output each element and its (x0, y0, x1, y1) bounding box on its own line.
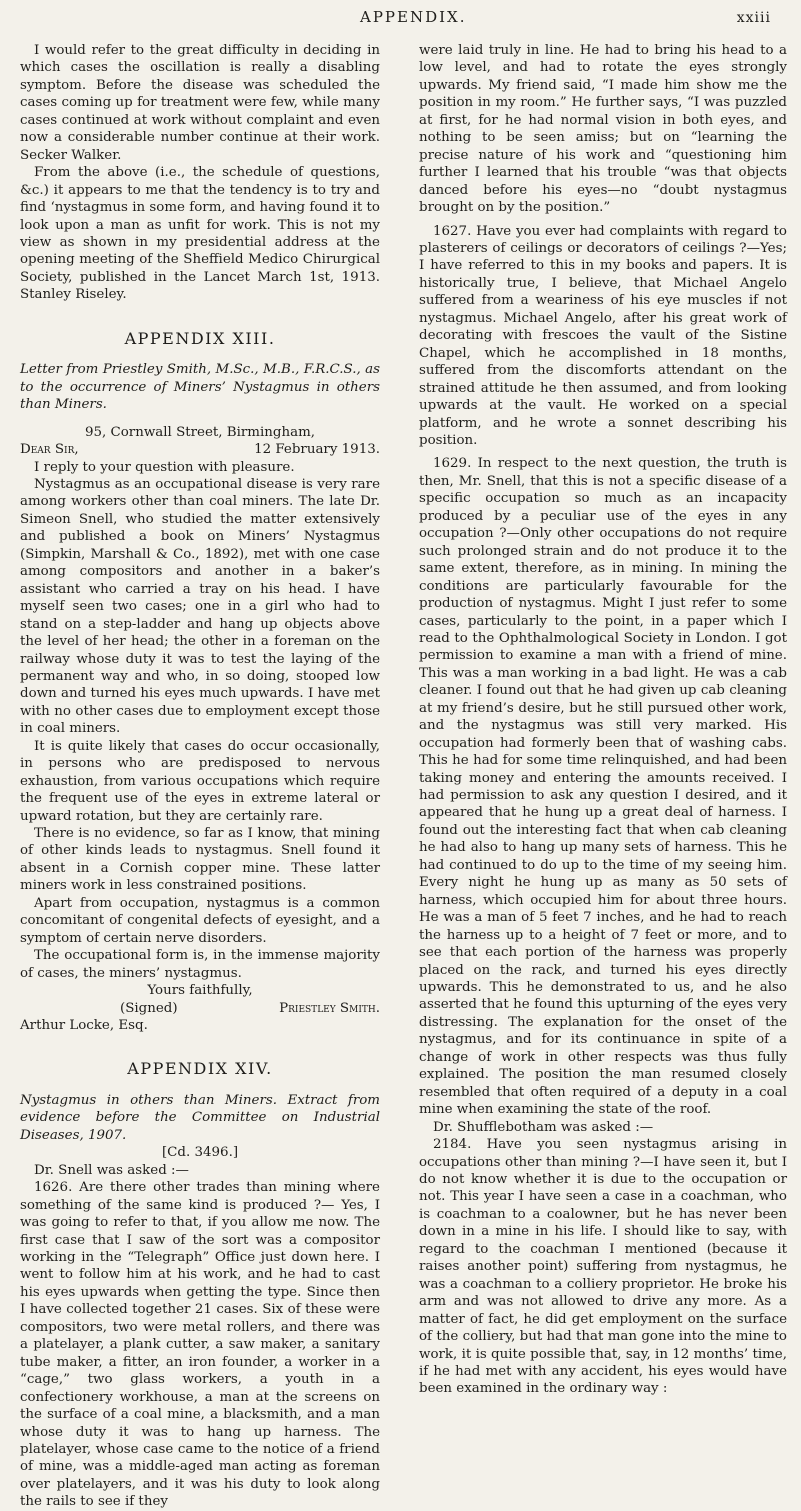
paragraph-2184: 2184. Have you seen nystagmus arising in occupations other than mining ?—I have seen it, but I do not know whether it is due to the occupation or not. This year I have seen a case in a coachman, who is coachman to a coalowner, but he has never been down in a mine in his life. I should like to say, with regard to the coachman I mentioned (because it raises another point) suffering from nystagmus, he was a coachman to a colliery proprietor. He broke his arm and was not allowed to drive any more. As a matter of fact, he did get employment on the surface of the colliery, but had that man gone into the mine to work, it is quite possible that, say, in 12 months’ time, if he had met with any accident, his eyes would have been examined in the ordinary way : (419, 1137, 787, 1397)
letter-closing: Yours faithfully, (147, 983, 253, 999)
left-column (20, 42, 380, 1511)
paragraph-evidence: There is no evidence, so far as I know, that mining of other kinds leads to nystagmus. Snell found it absent in a Cornish copper mine. These latter miners work in less constrained positions. (20, 826, 380, 894)
paragraph-1626: 1626. Are there other trades than mining where something of the same kind is produced ?— Yes, I was going to refer to that, if you allow me now. The first case that I saw of the sort was a compositor working in the “Telegraph” Office just down here. I went to follow him at his work, and he had to cast his eyes upwards when getting the type. Since then I have collected together 21 cases. Six of these were compositors, two were metal rollers, and there was a platelayer, a plank cutter, a saw maker, a sanitary tube maker, a fitter, an iron founder, a worker in a “cage,” two glass workers, a youth in a confectionery workhouse, a man at the screens on the surface of a coal mine, a blacksmith, and a man whose duty it was to hang up harness. The platelayer, whose case came to the notice of a friend of mine, was a middle-aged man acting as foreman over platelayers, and it was his duty to look along the rails to see if they (20, 1180, 380, 1510)
right-column (419, 42, 787, 1398)
page-number: xxiii (736, 10, 771, 26)
paragraph-from-above: From the above (i.e., the schedule of questions, &c.) it appears to me that the tendency is to try and find ‘nystagmus in some form, and having found it to look upon a man as unfit for work. This is not my view as shown in my presidential address at the opening meeting of the Sheffield Medico Chirurgical Society, published in the Lancet March 1st, 1913. Stanley Riseley. (20, 165, 380, 303)
running-title: APPENDIX. (360, 8, 467, 26)
paragraph-reply: I reply to your question with pleasure. (34, 459, 295, 475)
paragraph-likely: It is quite likely that cases do occur occasionally, in persons who are predisposed to nervous exhaustion, from various occupations which require the frequent use of the eyes in extreme lateral or upward rotation, but they are certainly rare. (20, 738, 380, 824)
running-head (0, 6, 801, 32)
appendix-xiii-heading: APPENDIX XIII. (124, 328, 276, 348)
paragraph-intro: I would refer to the great difficulty in deciding in which cases the oscillation is really a disabling symptom. Before the disease was scheduled the cases coming up for treatment were few, while many cases continued at work without complaint and even now a considerable number continue at their work. Secker Walker. (20, 43, 380, 163)
letter-address: 95, Cornwall Street, Birmingham, (84, 424, 316, 440)
paragraph-occupational: The occupational form is, in the immense majority of cases, the miners’ nystagmus. (20, 948, 380, 981)
signed-label: (Signed) (120, 1000, 178, 1016)
snell-asked: Dr. Snell was asked :— (34, 1162, 189, 1178)
letter-recipient: Arthur Locke, Esq. (20, 1018, 148, 1034)
paragraph-continued: were laid truly in line. He had to bring his head to a low level, and had to rotate the eyes strongly upwards. My friend said, “I made him show me the position in my room.” He further says, “I was puzzled at first, for he had normal vision in both eyes, and nothing to be seen amiss; but on “learning the precise nature of his work and “questioning him further I learned that his trouble “was that objects danced before his eyes—no “doubt nystagmus brought on by the position.” (419, 43, 787, 216)
appendix-xiii-subhead: Letter from Priestley Smith, M.Sc., M.B., F.R.C.S., as to the occurrence of Miners’ Nystagmus in others than Miners. (20, 362, 380, 413)
appendix-xiv-heading: APPENDIX XIV. (127, 1059, 273, 1079)
signature-name: Priestley Smith. (279, 1000, 380, 1016)
paragraph-nystagmus-rare: Nystagmus as an occupational disease is very rare among workers other than coal miners. The late Dr. Simeon Snell, who studied the matter extensively and published a book on Miners’ Nystagmus (Simpkin, Marshall & Co., 1892), met with one case among compositors and another in a baker’s assistant who carried a tray on his head. I have myself seen two cases; one in a girl who had to stand on a step-ladder and hang up objects above the level of her head; the other in a foreman on the railway whose duty it was to test the laying of the permanent way and who, in so doing, stooped low down and turned his eyes much upwards. I have met with no other cases due to employment except those in coal miners. (20, 476, 380, 737)
paragraph-1629: 1629. In respect to the next question, the truth is then, Mr. Snell, that this is not a specific disease of a specific occupation so much as an incapacity produced by a peculiar use of the eyes in any occupation ?—Only other occupations do not require such prolonged strain and do not produce it to the same extent, therefore, as in mining. In mining the conditions are particularly favourable for the production of nystagmus. Might I just refer to some cases, particularly to the point, in a paper which I read to the Ophthalmological Society in London. I got permission to examine a man with a friend of mine. This was a man working in a bad light. He was a cab cleaner. I found out that he had given up cab cleaning at my friend’s desire, but he still pursued other work, and the nystagmus was still very marked. His occupation had formerly been that of washing cabs. This he had for some time relinquished, and had been taking money and entering the amounts received. I had permission to ask any question I desired, and it appeared that he hung up a great deal of harness. I found out the interesting fact that when cab cleaning he had also to hang up many sets of harness. This he had continued to do up to the time of my seeing him. Every night he hung up as many as 50 sets of harness, which occupied him for about three hours. He was a man of 5 feet 7 inches, and he had to reach the harness up to a height of 7 feet or more, and to see that each portion of the harness was properly placed on the rack, and turned his eyes directly upwards. This he demonstrated to us, and he also asserted that he found this upturning of the eyes very distressing. The explanation for the onset of the nystagmus, and for its continuance in spite of a change of work in other respects was thus fully explained. The position the man resumed closely resembled that often required of a deputy in a coal mine when examining the state of the roof. (419, 456, 787, 1118)
salutation: Dear Sir, (20, 442, 79, 458)
appendix-xiv-subhead: Nystagmus in others than Miners. Extract from evidence before the Committee on Industrial Diseases, 1907. (20, 1092, 380, 1143)
letter-dateline (20, 441, 380, 458)
signature-line (20, 1000, 380, 1017)
paragraph-apart: Apart from occupation, nystagmus is a common concomitant of congenital defects of eyesight, and a symptom of certain nerve disorders. (20, 895, 380, 946)
paragraph-1627: 1627. Have you ever had complaints with regard to plasterers of ceilings or decorators of ceilings ?—Yes; I have referred to this in my books and papers. It is historically true, I believe, that Michael Angelo suffered from a weariness of his eye muscles if not nystagmus. Michael Angelo, after his great work of decorating with frescoes the vault of the Sistine Chapel, which he accomplished in 18 months, suffered from the discomforts attendant on the strained attitude he then assumed, and from looking upwards at the vault. He worked on a special platform, and he wrote a sonnet describing his position. (419, 223, 787, 448)
shufflebotham-asked: Dr. Shufflebotham was asked :— (433, 1119, 654, 1135)
letter-date: 12 February 1913. (254, 442, 380, 458)
command-paper-ref: [Cd. 3496.] (161, 1145, 239, 1161)
